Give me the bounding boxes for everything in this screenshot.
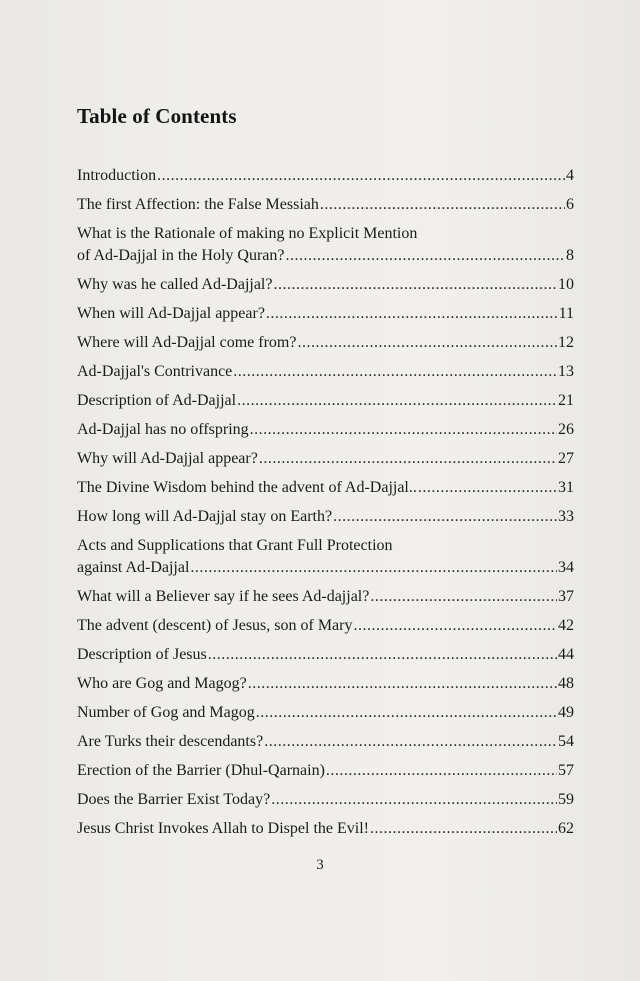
dot-leader — [297, 332, 557, 354]
toc-entry — [77, 615, 574, 644]
toc-entry — [77, 702, 574, 731]
toc-entry-page: 12 — [558, 334, 574, 351]
dot-leader — [250, 419, 557, 441]
toc-entry-title: Why was he called Ad-Dajjal? — [77, 276, 273, 293]
toc-entry-page: 42 — [558, 617, 574, 634]
toc-entry — [77, 818, 574, 847]
toc-entry-title: Why will Ad-Dajjal appear? — [77, 450, 258, 467]
dot-leader — [266, 303, 558, 325]
toc-entry-title: Erection of the Barrier (Dhul-Qarnain) — [77, 762, 325, 779]
toc-entry-page: 11 — [558, 305, 574, 322]
toc-entry-title: Description of Ad-Dajjal — [77, 392, 237, 409]
toc-entry — [77, 586, 574, 615]
toc-entry-title: Where will Ad-Dajjal come from? — [77, 334, 297, 351]
toc-entry-page: 8 — [566, 247, 574, 264]
toc-entry-title: Number of Gog and Magog — [77, 704, 255, 721]
toc-entry-page: 27 — [558, 450, 574, 467]
toc-entry-title: What will a Believer say if he sees Ad-dajjal? — [77, 588, 370, 605]
toc-entry — [77, 760, 574, 789]
dot-leader — [259, 448, 557, 470]
page-title: Table of Contents — [77, 104, 237, 128]
toc-entry-title: How long will Ad-Dajjal stay on Earth? — [77, 508, 333, 525]
toc-entry-page: 59 — [558, 791, 574, 808]
toc-entry-page: 13 — [558, 363, 574, 380]
toc-entry-title: of Ad-Dajjal in the Holy Quran? — [77, 247, 285, 264]
toc-entry-title: Does the Barrier Exist Today? — [77, 791, 271, 808]
toc-entry — [77, 303, 574, 332]
toc-entry-page: 57 — [558, 762, 574, 779]
dot-leader — [237, 390, 557, 412]
toc-entry-page: 49 — [558, 704, 574, 721]
toc-entry — [77, 274, 574, 303]
dot-leader — [157, 165, 565, 187]
toc-entry-title: Ad-Dajjal's Contrivance — [77, 363, 233, 380]
toc-entry-page: 54 — [558, 733, 574, 750]
toc-entry-page: 34 — [558, 559, 574, 576]
dot-leader — [333, 506, 557, 528]
toc-entry — [77, 165, 574, 194]
toc-entry — [77, 390, 574, 419]
toc-entry-page: 33 — [558, 508, 574, 525]
dot-leader — [370, 586, 557, 608]
toc-entry-page: 37 — [558, 588, 574, 605]
dot-leader — [264, 731, 557, 753]
toc-entry-page: 10 — [558, 276, 574, 293]
dot-leader — [320, 194, 565, 216]
toc-entry-page: 26 — [558, 421, 574, 438]
toc-entry — [77, 731, 574, 760]
toc-entry-title: Ad-Dajjal has no offspring — [77, 421, 249, 438]
toc-entry-title: When will Ad-Dajjal appear? — [77, 305, 265, 322]
toc-entry — [77, 194, 574, 223]
dot-leader — [326, 760, 557, 782]
toc-entry — [77, 535, 574, 586]
dot-leader — [273, 274, 557, 296]
toc-entry-page: 4 — [566, 167, 574, 184]
toc-entry-title: Description of Jesus — [77, 646, 207, 663]
toc-entry-page: 6 — [566, 196, 574, 213]
toc-entry-title: Introduction — [77, 167, 157, 184]
toc-entry-page: 44 — [558, 646, 574, 663]
toc-entry — [77, 448, 574, 477]
toc-entry — [77, 789, 574, 818]
toc-entry-page: 62 — [558, 820, 574, 837]
toc-entry — [77, 419, 574, 448]
dot-leader — [370, 818, 557, 840]
toc-entry-title-line1: Acts and Supplications that Grant Full Protection — [77, 537, 393, 554]
toc-entry-page: 21 — [558, 392, 574, 409]
toc-entry-page: 31 — [558, 479, 574, 496]
dot-leader — [256, 702, 557, 724]
toc-entry — [77, 506, 574, 535]
toc-entry — [77, 361, 574, 390]
toc-entry-page: 48 — [558, 675, 574, 692]
toc-entry — [77, 644, 574, 673]
toc-entry-title: Are Turks their descendants? — [77, 733, 264, 750]
dot-leader — [271, 789, 557, 811]
toc-entry-title: The Divine Wisdom behind the advent of Ad-Dajjal.. — [77, 479, 417, 496]
page-number: 3 — [316, 857, 324, 873]
dot-leader — [248, 673, 557, 695]
toc-entry — [77, 673, 574, 702]
toc-entry-title: The advent (descent) of Jesus, son of Mary — [77, 617, 353, 634]
toc-entry — [77, 477, 574, 506]
dot-leader — [190, 557, 557, 579]
dot-leader — [353, 615, 557, 637]
toc-entry — [77, 332, 574, 361]
toc-entry-title: The first Affection: the False Messiah — [77, 196, 319, 213]
toc-entry-title: Jesus Christ Invokes Allah to Dispel the Evil! — [77, 820, 369, 837]
dot-leader — [418, 477, 557, 499]
toc-entry — [77, 223, 574, 274]
dot-leader — [233, 361, 557, 383]
dot-leader — [208, 644, 557, 666]
table-of-contents — [77, 165, 574, 847]
toc-entry-title: against Ad-Dajjal — [77, 559, 190, 576]
toc-entry-title-line1: What is the Rationale of making no Explicit Mention — [77, 225, 418, 242]
dot-leader — [286, 245, 566, 267]
toc-entry-title: Who are Gog and Magog? — [77, 675, 247, 692]
